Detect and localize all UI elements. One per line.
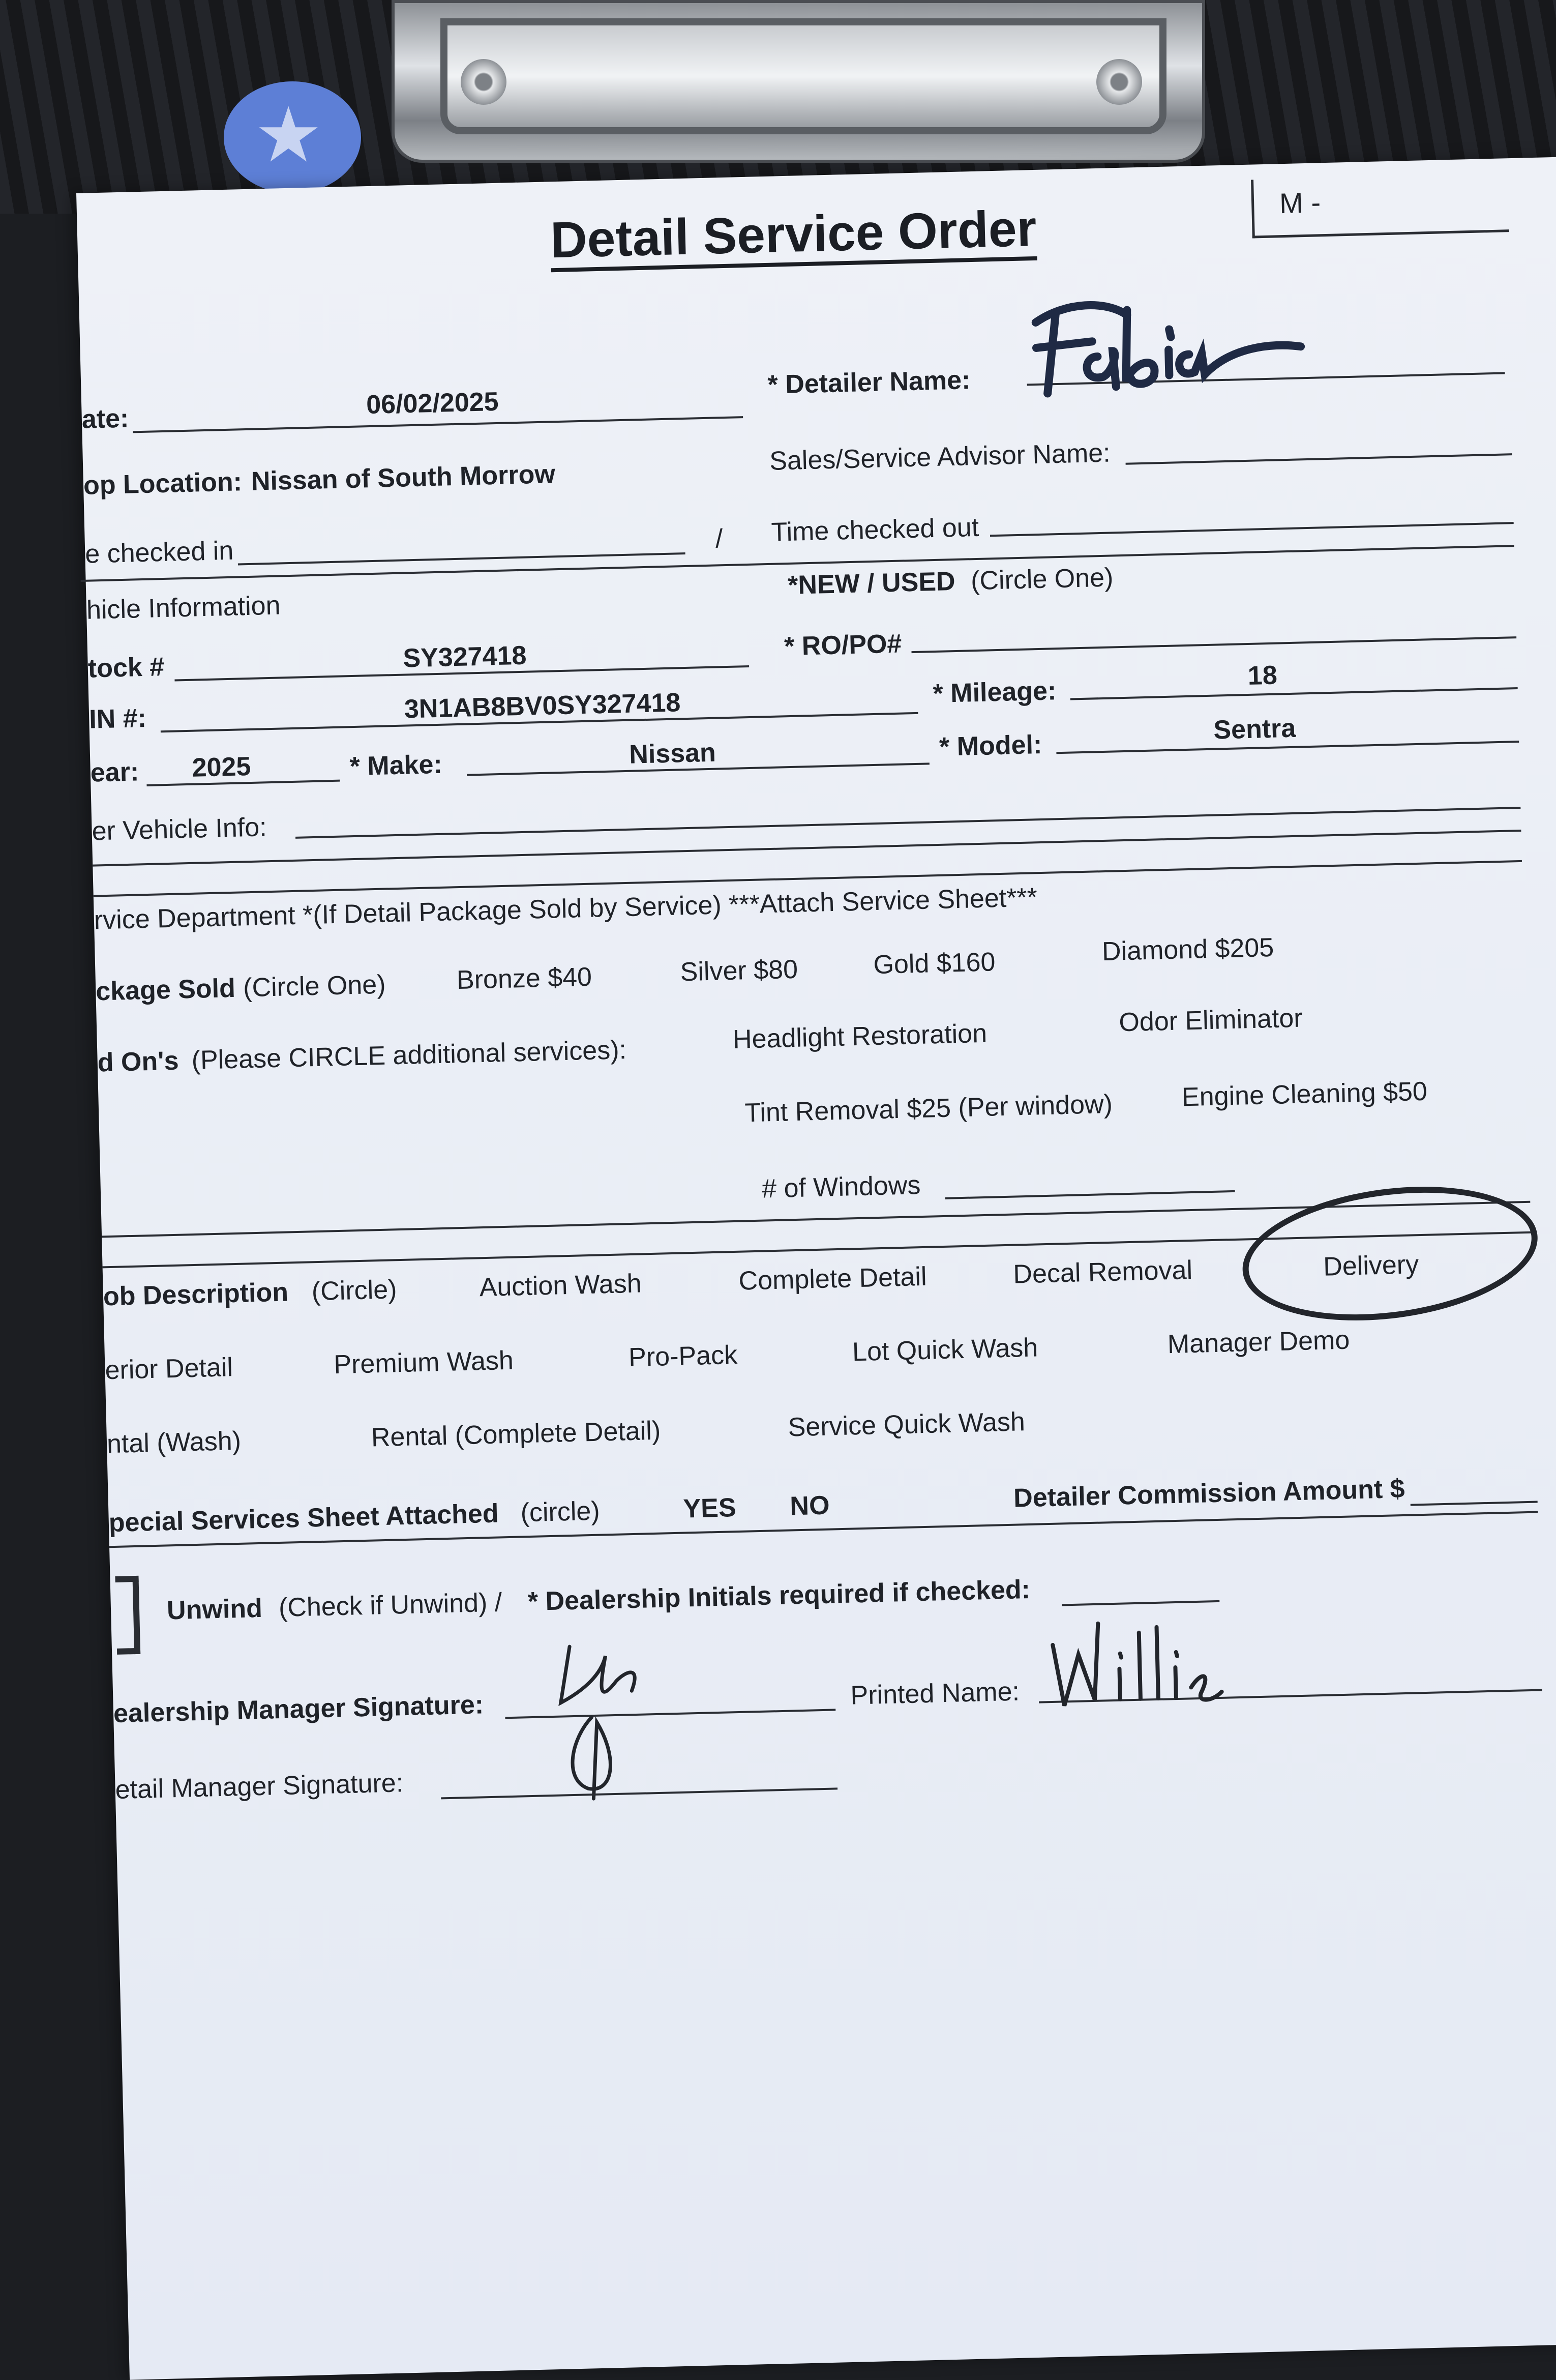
special-services-label: pecial Services Sheet Attached [108, 1498, 499, 1538]
service-order-form: Detail Service Order M - ate: 06/02/2025 * Detailer Name: op Location: Nissan of South Morrow Sales/Service Advisor Name: e checked in / Time checked out hicle Information *NEW / USED (Circle One) tock # SY327418 * RO/PO# IN #: 3N1AB8BV0SY327418 * Mileage: 18 ear: 2025 * Make: Nissan * Model: Sentra er Vehicle Info: rvice Department *(If Detail Package Sold by Service) ***Attach Service Sheet*** ckage Sold (Circle One) Bronze $40 Silver $80 Gold $160 Diamond $205 d On's (Please CIRCLE additional services): Headlight Restoration Odor Eliminator Tint Removal $25 (Per window) Engine Cleaning $50 # of Windows ob Description (Circle) Auction Wash Complete Detail Decal Removal Delivery erior Detail Premium Wash Pro-Pack Lot Quick Wash Manager Demo ntal (Wash) Rental (Complete Detail) Service Quick Wash pecial Services Sheet Attached (circle) YES NO Detailer Commission Amount $ Unwind (Check if Unwind) / * Dealership Initials required if checked: ealership Manager Signature: Printed Name: etail Manager Signature: [76, 154, 1556, 2380]
package-gold: Gold $160 [873, 947, 996, 980]
star-icon: ★ [254, 92, 323, 178]
job-decal-removal: Decal Removal [1012, 1255, 1193, 1289]
time-checked-out-label: Time checked out [770, 512, 979, 547]
model-value: Sentra [1213, 713, 1296, 745]
job-description-label: ob Description [103, 1277, 289, 1312]
job-delivery: Delivery [1323, 1250, 1419, 1282]
stock-label: tock # [87, 652, 165, 684]
job-exterior-detail: erior Detail [104, 1353, 233, 1386]
detailer-signature [1025, 285, 1312, 409]
job-complete-detail: Complete Detail [738, 1261, 927, 1296]
unwind-checkbox [115, 1576, 140, 1655]
commission-label: Detailer Commission Amount $ [1013, 1474, 1405, 1513]
mileage-value: 18 [1247, 660, 1278, 691]
package-silver: Silver $80 [680, 954, 798, 987]
shop-location-label: op Location: [83, 467, 243, 501]
ro-po-label: * RO/PO# [784, 629, 903, 662]
addons-label: d On's [97, 1046, 179, 1078]
special-yes: YES [682, 1493, 737, 1524]
job-pro-pack: Pro-Pack [628, 1340, 738, 1373]
year-value: 2025 [191, 751, 252, 783]
special-no: NO [789, 1490, 830, 1521]
printed-name-label: Printed Name: [850, 1677, 1020, 1711]
job-auction-wash: Auction Wash [479, 1269, 642, 1303]
clipboard-clip [392, 0, 1205, 163]
stock-value: SY327418 [402, 640, 527, 673]
package-bronze: Bronze $40 [456, 962, 592, 995]
model-label: * Model: [939, 729, 1042, 762]
addon-engine: Engine Cleaning $50 [1181, 1076, 1428, 1112]
make-label: * Make: [349, 749, 443, 782]
sales-advisor-label: Sales/Service Advisor Name: [769, 438, 1111, 476]
make-value: Nissan [629, 738, 716, 770]
package-label: ckage Sold [95, 973, 236, 1007]
vin-label: IN #: [88, 703, 147, 734]
addon-headlight: Headlight Restoration [732, 1018, 988, 1054]
detailer-name-label: * Detailer Name: [767, 365, 971, 400]
addon-tint: Tint Removal $25 (Per window) [744, 1089, 1113, 1128]
delivery-circle-mark [1235, 1170, 1546, 1337]
job-service-quick-wash: Service Quick Wash [787, 1407, 1026, 1443]
year-label: ear: [90, 757, 139, 788]
printed-name-signature [1042, 1610, 1228, 1717]
dealer-manager-signature [539, 1634, 675, 1810]
time-checked-in-label: e checked in [84, 536, 234, 569]
shop-location-value: Nissan of South Morrow [251, 459, 556, 496]
unwind-label: Unwind [166, 1593, 263, 1626]
addon-odor: Odor Eliminator [1118, 1003, 1303, 1038]
windows-label: # of Windows [761, 1170, 921, 1204]
job-rental-wash: ntal (Wash) [106, 1426, 242, 1459]
date-value: 06/02/2025 [366, 387, 499, 420]
vin-value: 3N1AB8BV0SY327418 [404, 688, 681, 724]
vehicle-info-label: hicle Information [86, 591, 281, 625]
service-dept-label: rvice Department *(If Detail Package Sold by Service) ***Attach Service Sheet*** [94, 883, 1038, 935]
star-sticker [224, 81, 361, 193]
other-info-label: er Vehicle Info: [91, 812, 267, 846]
new-used-label: *NEW / USED [787, 567, 956, 601]
initials-label: * Dealership Initials required if checked: [527, 1574, 1031, 1617]
rivet-icon [461, 59, 506, 105]
job-manager-demo: Manager Demo [1167, 1325, 1350, 1360]
package-diamond: Diamond $205 [1101, 932, 1274, 967]
job-rental-complete: Rental (Complete Detail) [371, 1416, 661, 1453]
dealer-manager-signature-label: ealership Manager Signature: [113, 1690, 484, 1729]
date-label: ate: [81, 403, 130, 434]
form-title: Detail Service Order [550, 200, 1037, 272]
mileage-label: * Mileage: [932, 676, 1057, 709]
job-lot-quick-wash: Lot Quick Wash [852, 1333, 1038, 1367]
job-premium-wash: Premium Wash [333, 1345, 514, 1380]
rivet-icon [1096, 59, 1142, 105]
detail-manager-signature-label: etail Manager Signature: [115, 1768, 404, 1805]
m-number-box: M - [1251, 173, 1509, 238]
